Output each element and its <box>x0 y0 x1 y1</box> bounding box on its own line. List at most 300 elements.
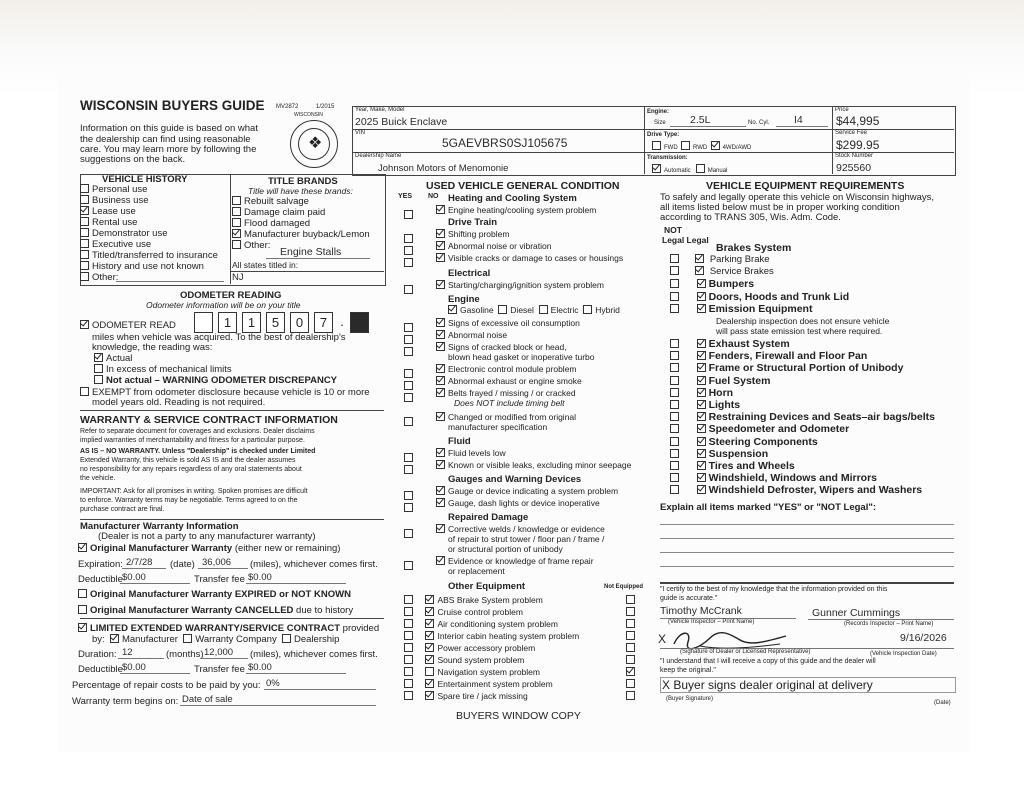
percentage-value[interactable]: 0% <box>266 678 280 689</box>
diesel-label: Diesel <box>510 305 534 315</box>
legal-checkbox[interactable] <box>697 292 706 301</box>
not-legal-checkbox[interactable] <box>670 279 679 288</box>
not-equipped-checkbox[interactable] <box>626 643 635 652</box>
yes-checkbox[interactable] <box>404 460 416 478</box>
explain-line[interactable] <box>660 524 954 525</box>
not-legal-checkbox[interactable] <box>670 376 679 385</box>
not-legal-checkbox[interactable] <box>670 437 679 446</box>
no-checkbox[interactable] <box>436 388 445 397</box>
legal-checkbox[interactable] <box>697 351 706 360</box>
not-equipped-checkbox[interactable] <box>626 619 635 628</box>
yes-header: YES <box>398 193 413 200</box>
odometer-digit[interactable]: 1 <box>218 312 237 333</box>
legal-checkbox[interactable] <box>697 304 706 313</box>
brand-label: Damage claim paid <box>244 207 326 218</box>
yes-checkbox[interactable] <box>404 280 416 298</box>
yes-checkbox[interactable] <box>404 342 416 360</box>
inspection-date[interactable]: 9/16/2026 <box>900 632 947 644</box>
history-checkbox[interactable] <box>80 272 89 281</box>
limited-checkbox[interactable] <box>78 623 87 632</box>
legal-checkbox[interactable] <box>697 388 706 397</box>
condition-label: Abnormal noise <box>448 330 508 340</box>
equipment-item <box>670 423 935 435</box>
not-legal-checkbox[interactable] <box>670 485 679 494</box>
not-equipped-checkbox[interactable] <box>626 691 635 700</box>
not-equipped-checkbox[interactable] <box>626 607 635 616</box>
equipment-item <box>670 387 935 399</box>
not-equipped-checkbox[interactable] <box>626 631 635 640</box>
equipment-label: Exhaust System <box>708 338 790 350</box>
odometer-digit[interactable] <box>194 312 213 333</box>
emission-note: Dealership inspection does not ensure vehicle <box>716 316 890 326</box>
equipment-item <box>670 303 849 316</box>
service-fee-label: Service Fee <box>835 130 868 136</box>
brand-item <box>232 196 370 207</box>
legal-checkbox[interactable] <box>697 461 706 470</box>
odometer-read-checkbox[interactable] <box>80 320 89 329</box>
vehicle-inspector-name[interactable]: Timothy McCrank <box>660 605 742 617</box>
expiration-miles[interactable]: 36,006 <box>202 557 232 568</box>
hybrid-checkbox[interactable] <box>583 305 592 314</box>
rwd-checkbox[interactable] <box>681 141 690 150</box>
not-legal-checkbox[interactable] <box>670 339 679 348</box>
condition-item <box>436 205 596 215</box>
buyers-guide-form <box>58 62 970 752</box>
condition-item <box>436 229 509 239</box>
condition-label: Spare tire / jack missing <box>437 691 528 701</box>
no-checkbox[interactable] <box>436 342 445 351</box>
rwd-label: RWD <box>693 145 708 151</box>
yes-checkbox[interactable] <box>404 655 413 664</box>
condition-label: Sound system problem <box>437 655 525 665</box>
equipment-intro: according to TRANS 305, Wis. Adm. Code. <box>660 212 841 223</box>
equipment-label: Suspension <box>708 447 769 460</box>
limited-label: LIMITED EXTENDED WARRANTY/SERVICE CONTRACT <box>90 623 341 634</box>
no-checkbox[interactable] <box>436 448 445 457</box>
yes-checkbox[interactable] <box>404 595 413 604</box>
no-checkbox[interactable] <box>436 229 445 238</box>
condition-label: Power accessory problem <box>437 643 536 653</box>
electric-checkbox[interactable] <box>539 305 548 314</box>
other-equipment-item <box>404 678 579 690</box>
price-value[interactable]: $44,995 <box>836 114 880 128</box>
no-checkbox[interactable] <box>425 667 434 676</box>
history-label: Other: <box>92 272 119 283</box>
no-checkbox[interactable] <box>436 376 445 385</box>
other-equipment-item <box>404 594 579 606</box>
history-checkbox[interactable] <box>80 217 89 226</box>
no-checkbox[interactable] <box>425 631 434 640</box>
expired-label: Original Manufacturer Warranty EXPIRED or NOT KNOWN <box>90 589 351 600</box>
actual-row <box>94 353 132 364</box>
records-inspector-label: (Records Inspector – Print Name) <box>844 621 934 627</box>
condition-label-cont: or replacement <box>448 566 505 576</box>
history-item <box>80 239 218 250</box>
title-brands-list <box>232 196 370 251</box>
electrical-title: Electrical <box>448 268 491 279</box>
equipment-label: Steering Components <box>708 435 818 448</box>
brand-label: Other: <box>244 240 271 251</box>
duration-months[interactable]: 12 <box>122 647 133 658</box>
condition-label-cont: of repair to strut tower / floor pan / frame / <box>448 534 605 544</box>
equipment-label: Windshield, Windows and Mirrors <box>708 472 877 485</box>
mfr-warranty-title: Manufacturer Warranty Information <box>80 521 239 532</box>
manual-label: Manual <box>707 168 728 174</box>
not-legal-checkbox[interactable] <box>670 363 679 372</box>
brand-item <box>232 229 370 240</box>
yes-checkbox[interactable] <box>404 412 416 430</box>
service-fee-value[interactable]: $299.95 <box>836 138 880 152</box>
condition-label: Abnormal exhaust or engine smoke <box>448 376 582 386</box>
legal-checkbox[interactable] <box>695 254 704 263</box>
not-legal-checkbox[interactable] <box>670 304 679 313</box>
transfer-fee-value[interactable]: $0.00 <box>248 572 272 583</box>
condition-item <box>436 330 507 340</box>
intro-line: care. You may learn more by following the <box>80 144 257 155</box>
automatic-checkbox[interactable] <box>652 164 661 173</box>
orig-warranty-row <box>78 543 340 554</box>
dealer-value[interactable]: Johnson Motors of Menomonie <box>378 163 509 174</box>
equipment-item <box>670 350 935 362</box>
cancelled-suffix: due to history <box>296 605 354 616</box>
equipment-item <box>670 411 935 423</box>
dealer-label: Dealership Name <box>355 153 402 159</box>
brand-other-value[interactable]: Engine Stalls <box>280 246 342 258</box>
not-equipped-checkbox[interactable] <box>626 655 635 664</box>
not-legal-checkbox[interactable] <box>670 292 679 301</box>
fuel-type-row <box>448 305 620 315</box>
warranty-text: Refer to separate document for coverages and exclusions. Dealer disclaims <box>80 428 315 435</box>
condition-item <box>436 253 623 263</box>
by-manufacturer-checkbox[interactable] <box>110 634 119 643</box>
history-checkbox[interactable] <box>80 195 89 204</box>
history-label: Business use <box>92 195 149 206</box>
brake-items <box>670 254 774 278</box>
condition-item <box>436 241 551 251</box>
deductible-value[interactable]: $0.00 <box>122 662 146 673</box>
size-value[interactable]: 2.5L <box>690 114 711 126</box>
no-checkbox[interactable] <box>425 595 434 604</box>
history-checkbox[interactable] <box>80 184 89 193</box>
equipment-item <box>670 472 935 484</box>
vin-label: VIN <box>355 130 366 136</box>
brand-label: Flood damaged <box>244 218 311 229</box>
not-equipped-checkbox[interactable] <box>626 595 635 604</box>
form-title: WISCONSIN BUYERS GUIDE <box>80 98 265 113</box>
yes-checkbox[interactable] <box>404 643 413 652</box>
equipment-item <box>670 399 935 411</box>
by-dealership-label: Dealership <box>294 634 340 645</box>
other-equipment-item <box>404 654 579 666</box>
no-checkbox[interactable] <box>436 241 445 250</box>
legal-checkbox[interactable] <box>697 363 706 372</box>
yes-checkbox[interactable] <box>404 253 416 271</box>
not-equipped-checkbox[interactable] <box>626 679 635 688</box>
yes-checkbox[interactable] <box>404 556 416 574</box>
exempt-line: model years old. Reading is not required. <box>92 397 266 408</box>
history-label: Executive use <box>92 239 152 250</box>
no-checkbox[interactable] <box>425 655 434 664</box>
as-is-text: AS IS – NO WARRANTY. Unless "Dealership" is checked under Limited <box>80 448 316 455</box>
limited-suffix: provided <box>342 623 380 634</box>
mfr-warranty-subtitle: (Dealer is not a party to any manufacturer warranty) <box>98 531 316 542</box>
condition-item <box>436 486 618 496</box>
equipment-label: Windshield Defroster, Wipers and Washers <box>708 484 923 497</box>
history-checkbox[interactable] <box>80 239 89 248</box>
legal-checkbox[interactable] <box>697 412 706 421</box>
condition-label: Belts frayed / missing / or cracked <box>448 388 576 398</box>
yes-checkbox[interactable] <box>404 498 416 516</box>
yes-checkbox[interactable] <box>404 619 413 628</box>
legal-checkbox[interactable] <box>697 449 706 458</box>
legal-checkbox[interactable] <box>697 400 706 409</box>
no-checkbox[interactable] <box>436 486 445 495</box>
records-inspector-name[interactable]: Gunner Cummings <box>812 607 901 619</box>
legal-checkbox[interactable] <box>697 473 706 482</box>
no-checkbox[interactable] <box>436 556 445 565</box>
history-item <box>80 184 218 195</box>
no-checkbox[interactable] <box>436 205 445 214</box>
history-checkbox[interactable] <box>80 261 89 270</box>
condition-label: Engine heating/cooling system problem <box>448 205 597 215</box>
equipment-label: Lights <box>708 399 741 412</box>
excess-checkbox[interactable] <box>94 364 103 373</box>
no-checkbox[interactable] <box>436 524 445 533</box>
no-checkbox[interactable] <box>436 364 445 373</box>
yes-checkbox[interactable] <box>404 524 416 542</box>
other-equipment-item <box>404 606 579 618</box>
gauges-title: Gauges and Warning Devices <box>448 474 582 485</box>
brand-item <box>232 218 370 229</box>
odometer-digit[interactable]: 1 <box>242 312 261 333</box>
term-begins-label: Warranty term begins on: <box>72 696 179 707</box>
yes-checkbox[interactable] <box>404 631 413 640</box>
intro-line: Information on this guide is based on what <box>80 123 258 134</box>
odometer-digit[interactable]: 5 <box>266 312 285 333</box>
other-equipment-item <box>404 690 579 702</box>
intro-line: suggestions on the back. <box>80 154 186 165</box>
excess-row <box>94 364 232 375</box>
no-checkbox[interactable] <box>436 498 445 507</box>
warranty-title: WARRANTY & SERVICE CONTRACT INFORMATION <box>80 414 338 426</box>
no-checkbox[interactable] <box>436 412 445 421</box>
condition-label: Shifting problem <box>448 229 510 239</box>
orig-warranty-checkbox[interactable] <box>78 543 87 552</box>
not-legal-checkbox[interactable] <box>670 400 679 409</box>
brand-checkbox[interactable] <box>232 218 241 227</box>
condition-label: Entertainment system problem <box>437 679 553 689</box>
miles-suffix: (miles), whichever comes first. <box>250 559 378 570</box>
equipment-label: Horn <box>708 386 734 399</box>
history-checkbox[interactable] <box>80 250 89 259</box>
legal-checkbox[interactable] <box>697 437 706 446</box>
certify-text: guide is accurate." <box>660 595 718 602</box>
legal-checkbox[interactable] <box>697 485 706 494</box>
transmission-options <box>652 164 727 174</box>
stock-number-value[interactable]: 925560 <box>836 162 872 174</box>
expired-checkbox[interactable] <box>78 589 87 598</box>
legal-checkbox[interactable] <box>695 266 704 275</box>
no-checkbox[interactable] <box>425 643 434 652</box>
yes-checkbox[interactable] <box>404 205 416 223</box>
brakes-title: Brakes System <box>716 242 792 254</box>
condition-item <box>436 388 576 398</box>
equipment-label: Fuel System <box>708 374 771 387</box>
history-checkbox[interactable] <box>80 228 89 237</box>
brand-checkbox[interactable] <box>232 196 241 205</box>
legal-checkbox[interactable] <box>697 339 706 348</box>
no-checkbox[interactable] <box>436 330 445 339</box>
condition-label: ABS Brake System problem <box>437 595 543 605</box>
equipment-label: Fenders, Firewall and Floor Pan <box>708 350 868 363</box>
transmission-label: Transmission: <box>647 155 688 161</box>
awd-checkbox[interactable] <box>711 141 720 150</box>
legal-checkbox[interactable] <box>697 424 706 433</box>
form-number: MV2872 <box>276 104 299 110</box>
expiration-date[interactable]: 2/7/28 <box>126 557 153 568</box>
equipment-item <box>670 254 774 266</box>
cancelled-checkbox[interactable] <box>78 605 87 614</box>
brand-checkbox[interactable] <box>232 229 241 238</box>
not-legal-checkbox[interactable] <box>670 388 679 397</box>
by-dealership-checkbox[interactable] <box>282 634 291 643</box>
explain-line[interactable] <box>660 538 954 539</box>
equipment-item <box>670 362 935 374</box>
equipment-item <box>670 278 849 291</box>
limited-row <box>78 623 379 634</box>
by-label: by: <box>92 634 105 645</box>
title-brands-subtitle: Title will have these brands: <box>248 186 353 196</box>
not-legal-checkbox[interactable] <box>670 254 679 263</box>
not-equipped-column <box>626 594 638 702</box>
condition-label: Gauge, dash lights or device inoperative <box>448 498 600 508</box>
months-label: (months) <box>166 649 204 660</box>
not-label: NOT <box>664 225 682 235</box>
equipment-label: Service Brakes <box>709 266 774 277</box>
fwd-checkbox[interactable] <box>652 141 661 150</box>
equipment-label: Parking Brake <box>709 254 770 265</box>
drive-train-title: Drive Train <box>448 217 498 228</box>
not-legal-checkbox[interactable] <box>670 351 679 360</box>
states-titled-label: All states titled in: <box>232 260 299 270</box>
manual-checkbox[interactable] <box>696 164 705 173</box>
not-legal-checkbox[interactable] <box>670 266 679 275</box>
yes-checkbox[interactable] <box>404 388 416 406</box>
duration-miles[interactable]: 12,000 <box>204 647 234 658</box>
equipment-label: Restraining Devices and Seats–air bags/belts <box>708 411 936 424</box>
not-equipped-checkbox[interactable] <box>626 667 635 676</box>
date-label: (date) <box>170 559 195 570</box>
yes-checkbox[interactable] <box>404 607 413 616</box>
by-warranty-company-checkbox[interactable] <box>183 634 192 643</box>
deductible-value[interactable]: $0.00 <box>122 572 146 583</box>
receive-text: "I understand that I will receive a copy of this guide and the dealer will <box>660 658 876 665</box>
condition-label: Gauge or device indicating a system problem <box>448 486 619 496</box>
cylinder-value[interactable]: I4 <box>794 114 803 126</box>
yes-checkbox[interactable] <box>404 667 413 676</box>
equipment-item <box>670 448 935 460</box>
history-label: Lease use <box>92 206 136 217</box>
stock-number-label: Stock Number <box>835 153 874 159</box>
orig-warranty-label: Original Manufacturer Warranty <box>90 543 233 554</box>
engine-label: Engine: <box>647 109 669 115</box>
odometer-digit[interactable]: 7 <box>314 312 333 333</box>
no-checkbox[interactable] <box>436 318 445 327</box>
buyer-signature-line: X Buyer signs dealer original at delivery <box>662 678 873 692</box>
history-checkbox[interactable] <box>80 206 89 215</box>
brand-checkbox[interactable] <box>232 240 241 249</box>
not-legal-checkbox[interactable] <box>670 473 679 482</box>
equipment-item <box>670 266 774 278</box>
no-checkbox[interactable] <box>436 253 445 262</box>
vehicle-inspector-label: (Vehicle Inspector – Print Name) <box>668 619 755 625</box>
not-legal-checkbox[interactable] <box>670 412 679 421</box>
form-date: 1/2015 <box>316 104 335 110</box>
actual-checkbox[interactable] <box>94 353 103 362</box>
dealer-signature-label: (Signature of Dealer or Licensed Representative) <box>680 649 811 655</box>
condition-item <box>436 280 604 290</box>
not-legal-checkbox[interactable] <box>670 424 679 433</box>
no-checkbox[interactable] <box>425 679 434 688</box>
states-titled-value[interactable]: NJ <box>232 272 244 283</box>
term-begins-value[interactable]: Date of sale <box>182 694 233 705</box>
history-item <box>80 217 218 228</box>
odometer-miles-line: miles when vehicle was acquired. To the best of dealership's <box>92 332 346 343</box>
brand-checkbox[interactable] <box>232 207 241 216</box>
yes-checkbox[interactable] <box>404 679 413 688</box>
diesel-checkbox[interactable] <box>498 305 507 314</box>
buyers-window-copy: BUYERS WINDOW COPY <box>456 710 581 722</box>
condition-item <box>436 412 576 422</box>
explain-line[interactable] <box>660 552 954 553</box>
no-checkbox[interactable] <box>425 607 434 616</box>
ymm-value[interactable]: 2025 Buick Enclave <box>355 116 448 128</box>
electric-label: Electric <box>550 305 579 315</box>
title-brands-title: TITLE BRANDS <box>268 176 338 187</box>
no-checkbox[interactable] <box>425 691 434 700</box>
condition-label: Known or visible leaks, excluding minor seepage <box>448 460 632 470</box>
no-checkbox[interactable] <box>425 619 434 628</box>
general-condition-title: USED VEHICLE GENERAL CONDITION <box>426 180 620 192</box>
condition-label: Signs of cracked block or head, <box>448 342 567 352</box>
awd-label: 4WD/AWD <box>722 145 752 151</box>
no-checkbox[interactable] <box>436 280 445 289</box>
not-actual-checkbox[interactable] <box>94 375 103 384</box>
brand-item <box>232 207 370 218</box>
condition-item <box>436 460 631 470</box>
yes-checkbox[interactable] <box>404 691 413 700</box>
as-is-text: no responsibility for any repairs regardless of any oral statements about <box>80 466 302 473</box>
explain-line[interactable] <box>660 566 954 567</box>
odometer-digit[interactable]: 0 <box>290 312 309 333</box>
exempt-checkbox[interactable] <box>80 387 89 396</box>
condition-label-cont: Does NOT include timing belt <box>454 398 565 408</box>
brand-label: Rebuilt salvage <box>244 196 309 207</box>
other-equipment-item <box>404 630 579 642</box>
equipment-item <box>670 436 935 448</box>
not-legal-checkbox[interactable] <box>670 449 679 458</box>
legal-checkbox[interactable] <box>697 376 706 385</box>
gasoline-checkbox[interactable] <box>448 305 457 314</box>
vin-value[interactable]: 5GAEVBRS0SJ105675 <box>442 136 568 150</box>
no-checkbox[interactable] <box>436 460 445 469</box>
legal-checkbox[interactable] <box>697 279 706 288</box>
condition-item <box>436 376 582 386</box>
vehicle-history-list <box>80 184 218 283</box>
not-legal-checkbox[interactable] <box>670 461 679 470</box>
transfer-fee-value[interactable]: $0.00 <box>248 662 272 673</box>
explain-label: Explain all items marked "YES" or "NOT Legal": <box>660 502 876 513</box>
